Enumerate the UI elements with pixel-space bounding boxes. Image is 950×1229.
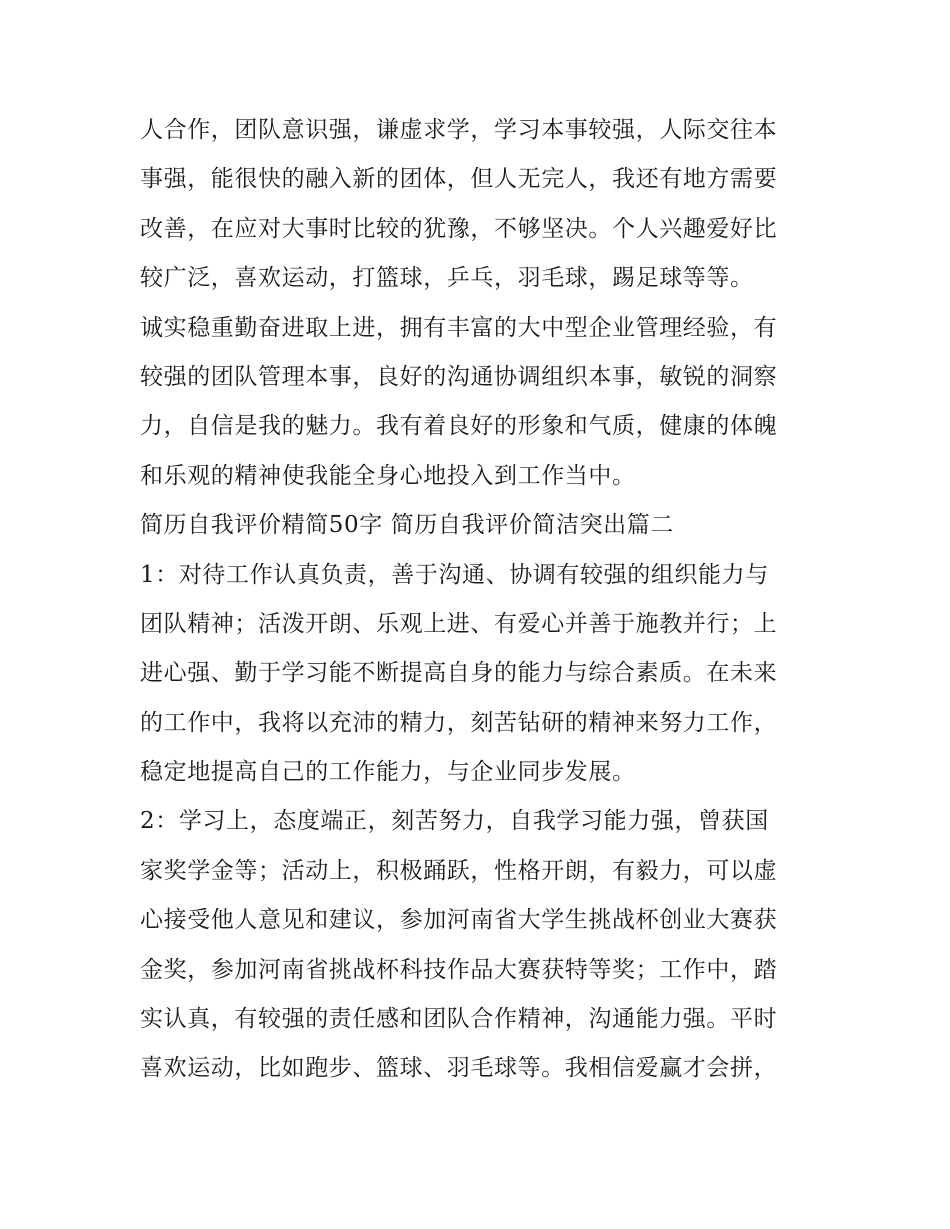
text-line: 和乐观的精神使我能全身心地投入到工作当中。 (140, 462, 636, 489)
section-heading: 简历自我评价精简50字 简历自我评价简洁突出篇二 (140, 512, 674, 539)
text-line: 2：学习上，态度端正，刻苦努力，自我学习能力强，曾获国 (140, 808, 769, 835)
text-line: 1：对待工作认真负责，善于沟通、协调有较强的组织能力与 (140, 561, 769, 588)
text-line: 喜欢运动，比如跑步、篮球、羽毛球等。我相信爱赢才会拼， (140, 1055, 778, 1082)
text-line: 团队精神；活泼开朗、乐观上进、有爱心并善于施教并行；上 (140, 610, 778, 637)
text-line: 心接受他人意见和建议，参加河南省大学生挑战杯创业大赛获 (140, 907, 778, 934)
text-line: 实认真，有较强的责任感和团队合作精神，沟通能力强。平时 (140, 1006, 778, 1033)
text-line: 金奖，参加河南省挑战杯科技作品大赛获特等奖；工作中，踏 (140, 956, 778, 983)
text-line: 人合作，团队意识强，谦虚求学，学习本事较强，人际交往本 (140, 117, 778, 143)
text-line: 进心强、勤于学习能不断提高自身的能力与综合素质。在未来 (140, 660, 778, 687)
text-line: 改善，在应对大事时比较的犹豫，不够坚决。个人兴趣爱好比 (140, 215, 778, 242)
text-line: 家奖学金等；活动上，积极踊跃，性格开朗，有毅力，可以虚 (140, 857, 778, 884)
document-body (140, 106, 820, 1094)
text-line: 力，自信是我的魅力。我有着良好的形象和气质，健康的体魄 (140, 413, 778, 440)
text-line: 较强的团队管理本事，良好的沟通协调组织本事，敏锐的洞察 (140, 363, 778, 390)
text-line: 诚实稳重勤奋进取上进，拥有丰富的大中型企业管理经验，有 (140, 314, 778, 341)
text-line: 较广泛，喜欢运动，打篮球，乒乓，羽毛球，踢足球等等。 (140, 265, 754, 292)
text-line: 稳定地提高自己的工作能力，与企业同步发展。 (140, 759, 636, 786)
text-line: 事强，能很快的融入新的团体，但人无完人，我还有地方需要 (140, 166, 778, 193)
text-line: 的工作中，我将以充沛的精力，刻苦钻研的精神来努力工作， (140, 709, 778, 736)
